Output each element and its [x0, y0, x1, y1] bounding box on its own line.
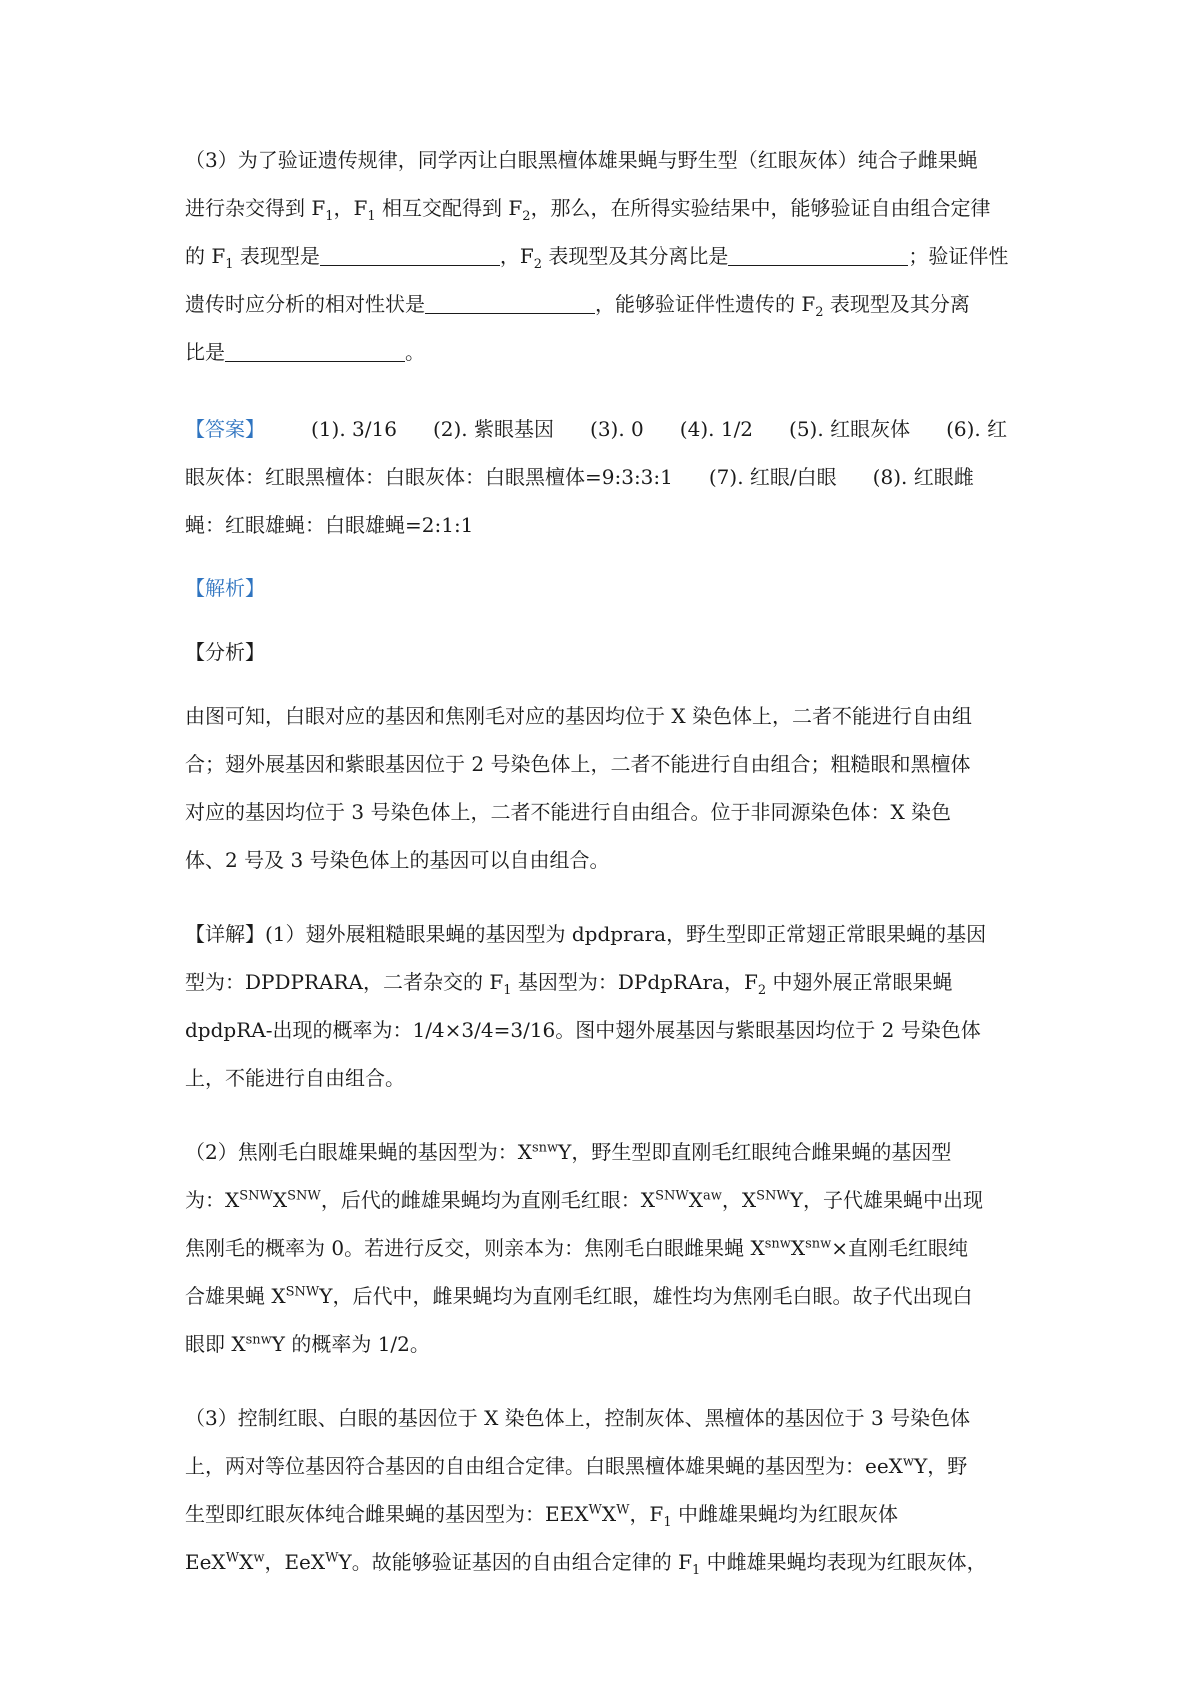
xiangjie-1 [185, 910, 1025, 1102]
p3-line-3 [185, 1490, 1025, 1538]
text: 焦刚毛的概率为 0。若进行反交，则亲本为：焦刚毛白眼雌果蝇 X [185, 1236, 765, 1260]
answer-tag: 【答案】 [185, 417, 265, 441]
text: 合雄果蝇 X [185, 1284, 286, 1308]
p2-line-2 [185, 1176, 1025, 1224]
text: Y。故能够验证基因的自由组合定律的 F [338, 1550, 692, 1574]
jiexi-tag: 【解析】 [185, 576, 265, 600]
text: 上，两对等位基因符合基因的自由组合定律。白眼黑檀体雄果蝇的基因型为：eeX [185, 1454, 903, 1478]
xiangjie-line-1: 【详解】(1）翅外展粗糙眼果蝇的基因型为 dpdprara，野生型即正常翅正常眼果蝇的基因 [185, 922, 987, 946]
text: X [272, 1188, 288, 1212]
p3-line-1: （3）控制红眼、白眼的基因位于 X 染色体上，控制灰体、黑檀体的基因位于 3 号染色体 [185, 1406, 971, 1430]
superscript: W [325, 1550, 339, 1566]
xiangjie-line-2 [185, 958, 1025, 1006]
text: 生型即红眼灰体纯合雌果蝇的基因型为：EEX [185, 1502, 589, 1526]
superscript: SNW [239, 1188, 273, 1204]
analysis-heading [185, 564, 1025, 612]
text: 中雌雄果蝇均为红眼灰体 [671, 1502, 898, 1526]
text: （2）焦刚毛白眼雄果蝇的基因型为：X [185, 1140, 532, 1164]
answer-item-7: (7). 红眼/白眼 [708, 465, 837, 489]
answer-line-2 [185, 453, 1025, 501]
superscript: snw [805, 1236, 832, 1252]
answer-blank-4[interactable] [225, 339, 405, 362]
subscript: 1 [225, 257, 234, 272]
answer-item-8: (8). 红眼雌 [872, 465, 974, 489]
text: ，那么，在所得实验结果中，能够验证自由组合定律 [530, 196, 991, 220]
p2-line-3 [185, 1224, 1025, 1272]
text: 的 F [185, 244, 226, 268]
text: 眼灰体：红眼黑檀体：白眼灰体：白眼黑檀体=9:3:3:1 [185, 465, 673, 489]
q3-line-1: （3）为了验证遗传规律，同学丙让白眼黑檀体雄果蝇与野生型（红眼灰体）纯合子雌果蝇 [185, 148, 978, 172]
text: 相互交配得到 F [375, 196, 523, 220]
answer-section [185, 405, 1025, 549]
answer-item-4: (4). 1/2 [679, 417, 754, 441]
superscript: W [588, 1502, 602, 1518]
text: ，X [721, 1188, 757, 1212]
p2-line-4 [185, 1272, 1025, 1320]
explanation-3 [185, 1394, 1025, 1586]
q3-line-4 [185, 280, 1025, 328]
text: 眼即 X [185, 1332, 246, 1356]
fenxi-line-2: 合；翅外展基因和紫眼基因位于 2 号染色体上，二者不能进行自由组合；粗糙眼和黑檀体 [185, 752, 971, 776]
p3-line-4 [185, 1538, 1025, 1586]
answer-blank-1[interactable] [320, 243, 500, 266]
text: ，后代的雌雄果蝇均为直刚毛红眼：X [320, 1188, 656, 1212]
subscript: 1 [367, 209, 376, 224]
superscript: W [616, 1502, 630, 1518]
text: ×直刚毛红眼纯 [831, 1236, 969, 1260]
text: ，F [333, 196, 368, 220]
fenxi-line-3: 对应的基因均位于 3 号染色体上，二者不能进行自由组合。位于非同源染色体：X 染色 [185, 800, 952, 824]
subscript: 1 [503, 983, 512, 998]
text: Y，野生型即直刚毛红眼纯合雌果蝇的基因型 [558, 1140, 952, 1164]
text: ，F [629, 1502, 664, 1526]
answer-item-5: (5). 红眼灰体 [789, 417, 911, 441]
superscript: w [253, 1550, 265, 1566]
text: 基因型为：DPdpRAra，F [511, 970, 758, 994]
text: 。 [405, 340, 425, 364]
superscript: snw [764, 1236, 791, 1252]
xiangjie-line-3: dpdpRA-出现的概率为：1/4×3/4=3/16。图中翅外展基因与紫眼基因均位于 2 号染色体 [185, 1018, 981, 1042]
text: 中翅外展正常眼果蝇 [766, 970, 953, 994]
fenxi-tag: 【分析】 [185, 640, 265, 664]
subscript: 2 [757, 983, 767, 998]
text: ；验证伴性 [908, 244, 1009, 268]
subscript: 2 [533, 257, 543, 272]
text: Y 的概率为 1/2。 [271, 1332, 430, 1356]
text: Y，后代中，雌果蝇均为直刚毛红眼，雄性均为焦刚毛白眼。故子代出现白 [319, 1284, 973, 1308]
text: 表现型是 [233, 244, 320, 268]
answer-item-6: (6). 红 [946, 417, 1008, 441]
p2-line-1 [185, 1128, 1025, 1176]
text: X [239, 1550, 254, 1574]
answer-line-3: 蝇：红眼雄蝇：白眼雄蝇=2:1:1 [185, 513, 474, 537]
text: EeX [185, 1550, 226, 1574]
answer-blank-2[interactable] [728, 243, 908, 266]
q3-line-2 [185, 184, 1025, 232]
xiangjie-line-4: 上，不能进行自由组合。 [185, 1066, 405, 1090]
q3-line-5 [185, 328, 1025, 376]
text: ，能够验证伴性遗传的 F [595, 292, 816, 316]
text: 中雌雄果蝇均表现为红眼灰体， [700, 1550, 987, 1574]
answer-line-1 [185, 405, 1025, 453]
superscript: w [902, 1454, 915, 1470]
subscript: 1 [691, 1563, 701, 1578]
subscript: 1 [325, 209, 334, 224]
question-3 [185, 136, 1025, 376]
text: 型为：DPDPRARA，二者杂交的 F [185, 970, 504, 994]
answer-item-2: (2). 紫眼基因 [432, 417, 555, 441]
p2-line-5 [185, 1320, 1025, 1368]
superscript: SNW [285, 1284, 320, 1300]
text: X [790, 1236, 806, 1260]
fenxi-heading [185, 628, 1025, 676]
fenxi-line-4: 体、2 号及 3 号染色体上的基因可以自由组合。 [185, 848, 610, 872]
superscript: aw [702, 1188, 722, 1204]
subscript: 1 [663, 1515, 672, 1530]
text: 表现型及其分离比是 [542, 244, 729, 268]
q3-line-3 [185, 232, 1025, 280]
answer-item-1: (1). 3/16 [311, 417, 397, 441]
subscript: 2 [815, 305, 824, 320]
superscript: SNW [287, 1188, 321, 1204]
text: X [688, 1188, 703, 1212]
superscript: snw [245, 1332, 272, 1348]
text: 进行杂交得到 F [185, 196, 326, 220]
superscript: SNW [756, 1188, 790, 1204]
text: 比是 [185, 340, 225, 364]
answer-blank-3[interactable] [425, 291, 595, 314]
text: 遗传时应分析的相对性状是 [185, 292, 425, 316]
superscript: W [225, 1550, 240, 1566]
text: ，EeX [264, 1550, 326, 1574]
p3-line-2 [185, 1442, 1025, 1490]
superscript: snw [531, 1140, 559, 1156]
text: Y，野 [914, 1454, 968, 1478]
fenxi-body [185, 692, 1025, 884]
subscript: 2 [522, 209, 531, 224]
fenxi-line-1: 由图可知，白眼对应的基因和焦刚毛对应的基因均位于 X 染色体上，二者不能进行自由组 [185, 704, 972, 728]
text: Y，子代雄果蝇中出现 [789, 1188, 983, 1212]
explanation-2 [185, 1128, 1025, 1368]
text: X [601, 1502, 617, 1526]
text: ，F [499, 244, 534, 268]
answer-item-3: (3). 0 [590, 417, 644, 441]
superscript: SNW [655, 1188, 689, 1204]
text: 表现型及其分离 [823, 292, 970, 316]
text: 为：X [185, 1188, 240, 1212]
